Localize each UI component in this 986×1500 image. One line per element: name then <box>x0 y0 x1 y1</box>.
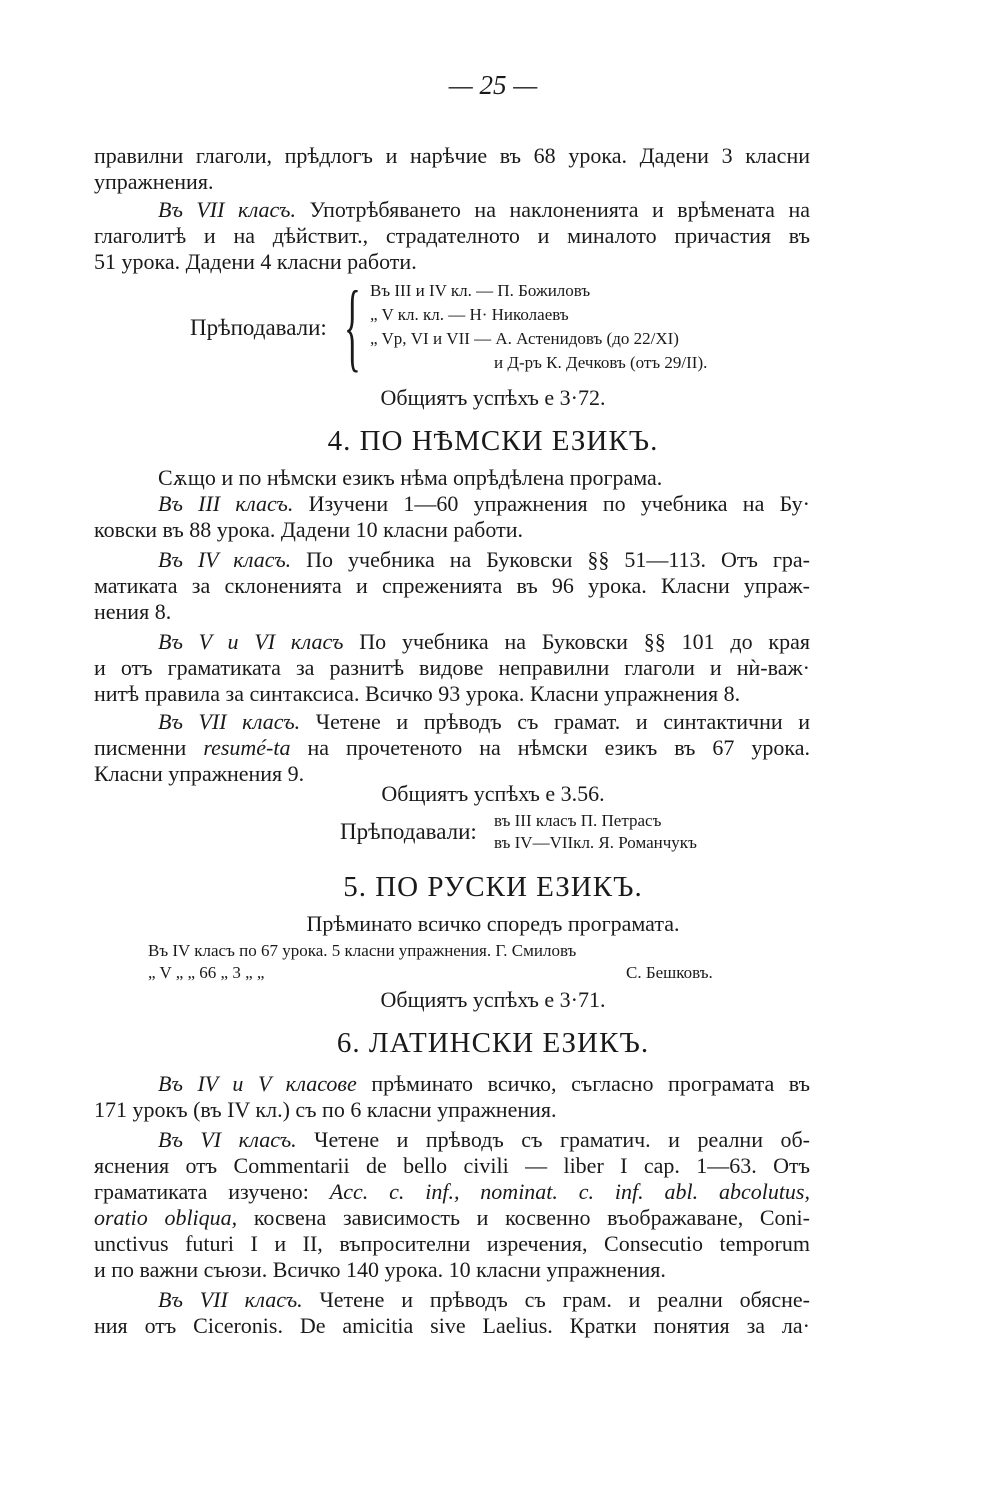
text-line: упражнения. <box>94 169 214 194</box>
text-line <box>94 734 810 762</box>
teacher-row: въ III класъ П. Петрасъ <box>494 811 662 830</box>
text-fragment: прѣминато всичко, съгласно програмата въ <box>371 1071 811 1096</box>
section-heading: 6. ЛАТИНСКИ ЕЗИКЪ. <box>336 1027 650 1059</box>
class-label: Въ III класъ. <box>158 491 294 516</box>
text-line: нитѣ правила за синтаксиса. Всичко 93 урока. Класни упражнения 8. <box>94 681 741 706</box>
text-fragment: Четене и прѣводъ съ грамат. и синтактични и <box>315 709 811 734</box>
teacher-row: С. Бешковъ. <box>626 963 713 982</box>
text-line: нения 8. <box>94 599 172 624</box>
text-line <box>94 1204 810 1232</box>
teacher-row: „ V „ „ 66 „ 3 „ „ <box>148 963 265 982</box>
overall-success: Общиятъ успѣхъ е 3.56. <box>381 781 605 806</box>
text-line <box>158 1126 810 1154</box>
text-line: и отъ граматиката за разнитѣ видове неправилни глаголи и нѝ-важ· <box>94 655 810 680</box>
teacher-row: и Д-ръ К. Дечковъ (отъ 29/II). <box>494 353 708 372</box>
class-label: Въ VI класъ. <box>158 1127 297 1152</box>
section-heading: 4. ПО НѢМСКИ ЕЗИКЪ. <box>327 425 659 457</box>
text-line: unctivus futuri I и II, въпросителни изречения, Consecutio temporum <box>94 1231 810 1256</box>
text-line <box>158 490 810 518</box>
text-line: 171 урокъ (въ IV кл.) съ по 6 класни упражнения. <box>94 1097 557 1122</box>
text-fragment: косвена зависимость и косвенно въображаване, Coni- <box>253 1205 810 1230</box>
class-label: Въ VII класъ. <box>158 709 301 734</box>
text-fragment: на прочетеното на нѣмски езикъ въ 67 урока. <box>307 735 811 760</box>
text-line: и по важни съюзи. Всичко 140 урока. 10 класни упражнения. <box>94 1257 666 1282</box>
text-line <box>158 708 810 736</box>
text-line <box>94 1178 810 1206</box>
text-fragment: Acc. c. inf., nominat. c. inf. abl. abcolutus, <box>329 1179 810 1204</box>
text-fragment: Изучени 1—60 упражнения по учебника на Бу· <box>308 491 810 516</box>
text-fragment: граматиката изучено: <box>94 1179 309 1204</box>
teacher-row: Въ III и IV кл. — П. Божиловъ <box>370 281 591 300</box>
text-line: ковски въ 88 урока. Дадени 10 класни работи. <box>94 517 523 542</box>
text-fragment: resumé-ta <box>203 735 291 760</box>
teacher-row: въ IV—VIIкл. Я. Романчукъ <box>494 833 697 852</box>
text-line: матиката за склоненията и спреженията въ 96 урока. Класни упраж- <box>94 573 810 598</box>
text-line: ния отъ Ciceronis. De amicitia sive Laelius. Кратки понятия за ла· <box>94 1313 810 1338</box>
text-line: правилни глаголи, прѣдлогъ и нарѣчие въ 68 урока. Дадени 3 класни <box>94 143 810 168</box>
class-label: Въ VII класъ. <box>158 1287 303 1312</box>
text-line <box>158 628 810 656</box>
teacher-row: „ Vр, VI и VII — А. Астенидовъ (до 22/XI) <box>370 329 679 348</box>
page-number: — 25 — <box>448 70 538 100</box>
text-fragment: oratio obliqua, <box>94 1205 238 1230</box>
text-line: яснения отъ Commentarii de bello civili — liber I cap. 1—63. Отъ <box>94 1153 810 1178</box>
text-line: Прѣминато всичко споредъ програмата. <box>306 911 680 936</box>
class-label: Въ IV и V класове <box>158 1071 357 1096</box>
text-line: 51 урока. Дадени 4 класни работи. <box>94 249 417 274</box>
text-line <box>158 546 810 574</box>
text-fragment: По учебника на Буковски §§ 51—113. Отъ гра- <box>306 547 810 572</box>
class-label: Въ VII класъ. <box>158 197 296 222</box>
text-fragment: Четене и прѣводъ съ граматич. и реални об- <box>314 1127 810 1152</box>
overall-success: Общиятъ успѣхъ е 3·72. <box>380 385 606 410</box>
text-line: Сѫщо и по нѣмски езикъ нѣма опрѣдѣлена програма. <box>158 465 663 490</box>
text-line: Класни упражнения 9. <box>94 761 305 786</box>
text-fragment: Четене и прѣводъ съ грам. и реални обясне- <box>319 1287 811 1312</box>
class-label: Въ V и VI класъ <box>158 629 344 654</box>
teachers-label: Прѣподавали: <box>190 315 327 340</box>
class-label: Въ IV класъ. <box>158 547 292 572</box>
teachers-label: Прѣподавали: <box>340 819 477 844</box>
overall-success: Общиятъ успѣхъ е 3·71. <box>380 987 606 1012</box>
text-fragment: По учебника на Буковски §§ 101 до края <box>359 629 810 654</box>
section-heading: 5. ПО РУСКИ ЕЗИКЪ. <box>343 871 643 903</box>
text-line <box>158 1286 810 1314</box>
text-fragment: Употрѣбяването на наклоненията и врѣмената на <box>309 197 810 222</box>
text-line <box>158 196 810 224</box>
text-line: глаголитѣ и на дѣйствит., страдателното и миналото причастия въ <box>94 223 810 248</box>
brace: { <box>344 270 361 381</box>
text-line <box>158 1070 810 1098</box>
teacher-row: „ V кл. кл. — Н· Николаевъ <box>370 305 569 324</box>
teacher-row: Въ IV класъ по 67 урока. 5 класни упражнения. Г. Смиловъ <box>148 941 577 960</box>
text-fragment: писменни <box>94 735 187 760</box>
